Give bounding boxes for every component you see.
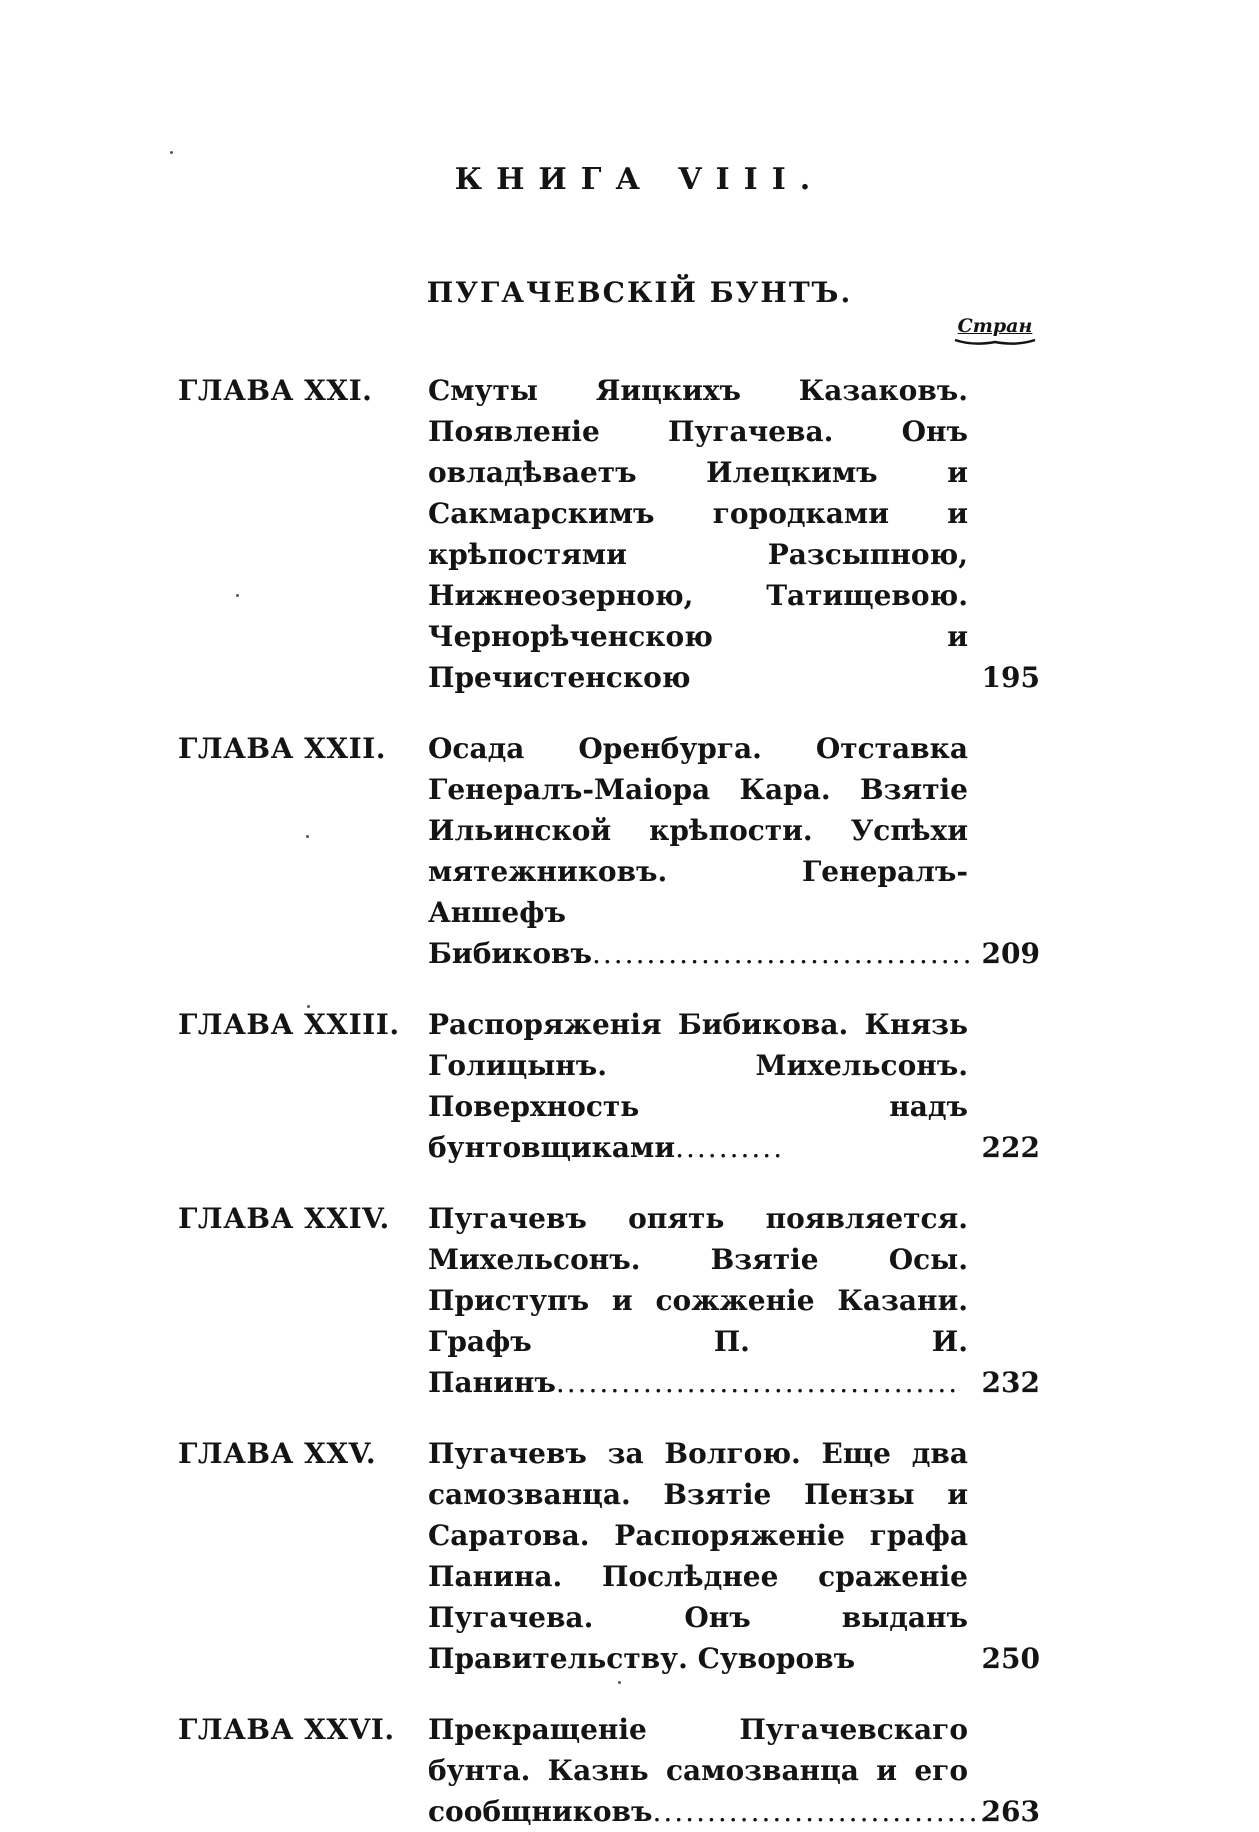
page-number: 195 — [981, 661, 1040, 694]
chapter-summary — [428, 1433, 968, 1679]
chapter-summary — [428, 370, 968, 698]
chapter-label: ГЛАВА XXIII. — [178, 1008, 400, 1041]
page-number: 250 — [981, 1642, 1040, 1675]
chapter-summary — [428, 1004, 968, 1168]
dot-leader: .......... — [675, 1131, 785, 1164]
dot-leader: ..................................... — [555, 1366, 960, 1399]
chapter-label: ГЛАВА XXV. — [178, 1437, 377, 1470]
page-column-header — [950, 315, 1040, 347]
chapter-label: ГЛАВА XXVI. — [178, 1713, 395, 1746]
ornament-flourish-icon — [953, 337, 1037, 347]
chapter-summary-text: Прекращеніе Пугачевскаго бунта. Казнь самозванца и его сообщниковъ — [428, 1713, 968, 1828]
chapter-summary-text: Распоряженія Бибикова. Князь Голицынъ. Михельсонъ. Поверхность надъ бунтовщиками — [428, 1008, 968, 1164]
toc-entry[interactable] — [178, 1198, 1040, 1403]
chapter-summary-text: Осада Оренбурга. Отставка Генералъ-Маіора Кара. Взятіе Ильинской крѣпости. Успѣхи мятежниковъ. Генералъ-Аншефъ Бибиковъ — [428, 732, 968, 970]
chapter-summary — [428, 1709, 991, 1832]
page-number: 232 — [981, 1366, 1040, 1399]
page-number: 209 — [981, 937, 1040, 970]
toc-entry[interactable] — [178, 728, 1040, 974]
print-speck — [170, 151, 173, 154]
dot-leader: ............................... — [652, 1795, 991, 1828]
part-title: ПУГАЧЕВСКІЙ БУНТЪ. — [426, 276, 853, 309]
chapter-summary-text: Смуты Яицкихъ Казаковъ. Появленіе Пугачева. Онъ овладѣваетъ Илецкимъ и Сакмарскимъ городками и крѣпостями Разсыпною, Нижнеозерною, Татищевою. Чернорѣченскою и Пречистенскою — [428, 374, 968, 694]
page-number: 263 — [981, 1795, 1040, 1828]
chapter-summary-text: Пугачевъ опять появляется. Михельсонъ. Взятіе Осы. Приступъ и сожженіе Казани. Графъ П. И. Панинъ — [428, 1202, 968, 1399]
toc-entry[interactable] — [178, 1433, 1040, 1679]
toc-entry[interactable] — [178, 1004, 1040, 1168]
chapter-label: ГЛАВА XXI. — [178, 374, 373, 407]
chapter-label: ГЛАВА XXII. — [178, 732, 387, 765]
chapter-summary — [428, 1198, 968, 1403]
chapter-summary — [428, 728, 974, 974]
toc-entry[interactable] — [178, 370, 1040, 698]
dot-leader: ................................... — [591, 937, 974, 970]
toc-entry[interactable] — [178, 1709, 1040, 1832]
chapter-summary-text: Пугачевъ за Волгою. Еще два самозванца. Взятіе Пензы и Саратова. Распоряженіе графа Панина. Послѣднее сраженіе Пугачева. Онъ выданъ Правительству. Суворовъ — [428, 1437, 968, 1675]
book-title: КНИГА VIII. — [454, 162, 825, 197]
page-number: 222 — [981, 1131, 1040, 1164]
page-column-label: Стран — [957, 315, 1033, 337]
table-of-contents — [178, 370, 1040, 1832]
chapter-label: ГЛАВА XXIV. — [178, 1202, 390, 1235]
